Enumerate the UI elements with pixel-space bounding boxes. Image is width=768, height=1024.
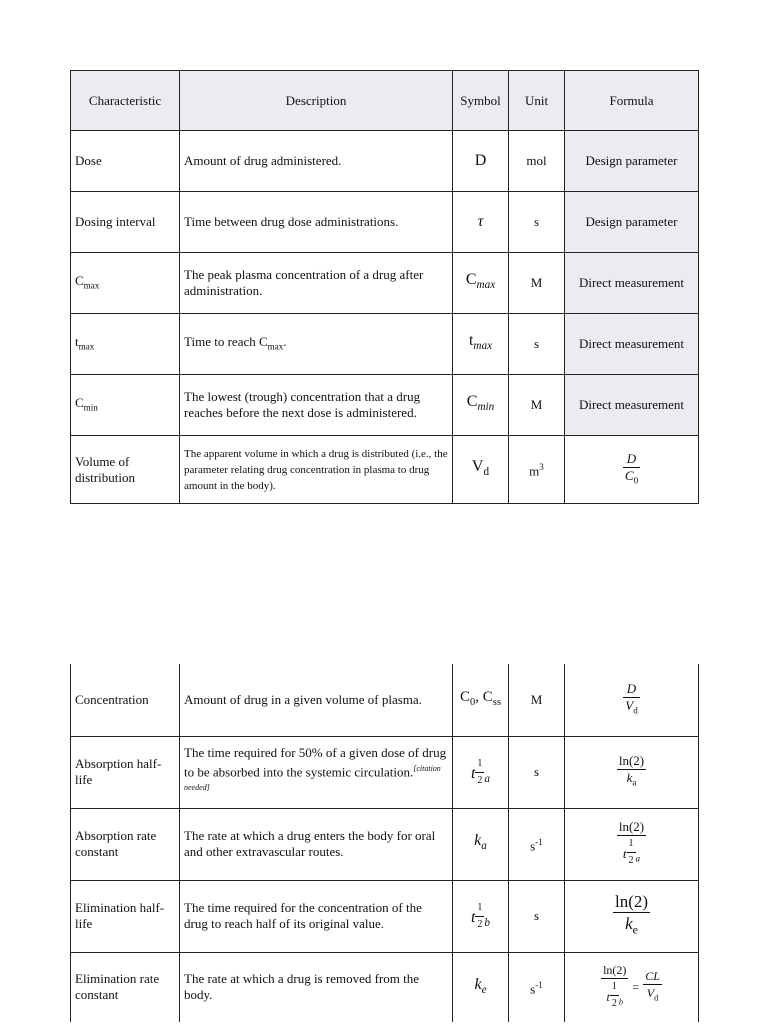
formula-cell: [565, 664, 699, 736]
header-characteristic: Characteristic: [71, 71, 180, 131]
unit-cell: s: [509, 736, 565, 808]
symbol-cell: [453, 880, 509, 952]
unit-cell: M: [509, 253, 565, 314]
table-row: [71, 664, 699, 736]
table-row: [71, 253, 699, 314]
formula-den-sub: a: [632, 777, 637, 788]
symbol-main: C: [465, 271, 477, 289]
symbol-cell: [453, 375, 509, 436]
description-cell: Amount of drug in a given volume of plasma.: [180, 664, 453, 736]
citation-needed: [citation needed]: [184, 763, 441, 792]
characteristic-cell: Dose: [71, 131, 180, 192]
symbol-main: C: [466, 393, 478, 411]
header-formula: Formula: [565, 71, 699, 131]
table-row: [71, 808, 699, 880]
formula-half: $\frac{1}{2}$: [628, 838, 634, 866]
symbol-half: $\frac{1}{2}$: [477, 901, 483, 930]
header-row: [71, 71, 699, 131]
formula-num: ln(2): [614, 892, 649, 912]
formula-right-den-sub: d: [654, 993, 659, 1003]
unit-cell: mol: [509, 131, 565, 192]
header-description: Description: [180, 71, 453, 131]
description-cell: The rate at which a drug enters the body for oral and other extravascular routes.: [180, 808, 453, 880]
unit-main: m: [529, 463, 540, 479]
char-main: C: [75, 272, 84, 288]
formula-right-den-main: V: [646, 986, 655, 1001]
symbol-main: V: [471, 457, 484, 475]
symbol-tau: τ: [477, 213, 484, 230]
desc-end: .: [283, 333, 287, 349]
table-row: [71, 131, 699, 192]
characteristic-cell: Elimination half-life: [71, 880, 180, 952]
unit-cell: [509, 952, 565, 1022]
symbol-sub: b: [484, 916, 491, 929]
table-row: [71, 436, 699, 504]
formula-den-sub: e: [632, 922, 638, 937]
formula-left-den-main: t: [606, 990, 610, 1005]
formula-den-sub: 0: [633, 475, 639, 486]
symbol-cell: [453, 253, 509, 314]
equals-sign: =: [632, 980, 640, 995]
description-cell: Time between drug dose administrations.: [180, 192, 453, 253]
symbol-cell: [453, 314, 509, 375]
formula-cell: Direct measurement: [565, 314, 699, 375]
description-cell: The time required for the concentration of the drug to reach half of its original value.: [180, 880, 453, 952]
formula-num: ln(2): [618, 753, 645, 769]
formula-den-main: k: [626, 770, 633, 786]
formula-right-num: CL: [645, 969, 660, 984]
formula-left-den-sub: b: [618, 997, 624, 1007]
unit-cell: M: [509, 664, 565, 736]
formula-den-main: V: [625, 697, 634, 713]
symbol-half: $\frac{1}{2}$: [477, 757, 483, 786]
formula-cell: Direct measurement: [565, 375, 699, 436]
formula-fraction: [623, 681, 640, 719]
characteristic-cell: Concentration: [71, 664, 180, 736]
formula-fraction: [617, 819, 646, 869]
characteristic-cell: Volume of distribution: [71, 436, 180, 504]
symbol-sub: max: [476, 279, 496, 292]
formula-num: ln(2): [618, 819, 645, 834]
description-cell: Amount of drug administered.: [180, 131, 453, 192]
formula-den-sub: d: [633, 705, 638, 716]
characteristic-cell: [71, 253, 180, 314]
formula-left-fraction: [601, 962, 628, 1012]
formula-cell: Direct measurement: [565, 253, 699, 314]
symbol-main: t: [470, 764, 476, 782]
symbol-sub: e: [481, 983, 487, 996]
characteristic-cell: Elimination rate constant: [71, 952, 180, 1022]
symbol-cell: [453, 436, 509, 504]
symbol-sub: d: [483, 466, 490, 479]
formula-right-fraction: [643, 968, 662, 1006]
symbol-cell: [453, 808, 509, 880]
unit-main: s: [530, 981, 536, 997]
formula-den-main: t: [622, 846, 627, 861]
unit-cell: M: [509, 375, 565, 436]
symbol-sub: a: [484, 772, 491, 785]
unit-cell: s: [509, 192, 565, 253]
symbol-sub: max: [473, 340, 493, 353]
symbol-cell: [453, 952, 509, 1022]
char-sub: max: [83, 280, 100, 291]
pharmacokinetics-table-top: [70, 70, 699, 504]
description-cell: The rate at which a drug is removed from the body.: [180, 952, 453, 1022]
formula-cell: Design parameter: [565, 192, 699, 253]
formula-den-main: k: [625, 914, 633, 934]
description-text: The time required for 50% of a given dose of drug to be absorbed into the systemic circulation.: [184, 744, 447, 779]
char-main: C: [75, 394, 84, 410]
header-symbol: Symbol: [453, 71, 509, 131]
char-main: t: [75, 333, 79, 349]
description-cell: The lowest (trough) concentration that a drug reaches before the next dose is administered.: [180, 375, 453, 436]
formula-den-sub: a: [635, 853, 641, 864]
description-cell: The peak plasma concentration of a drug after administration.: [180, 253, 453, 314]
unit-sup: 3: [539, 462, 544, 473]
formula-num: D: [626, 450, 637, 466]
symbol-cell: [453, 664, 509, 736]
symbol-main: t: [470, 908, 476, 926]
formula-cell: Design parameter: [565, 131, 699, 192]
table-row: [71, 880, 699, 952]
characteristic-cell: [71, 314, 180, 375]
description-cell: The apparent volume in which a drug is distributed (i.e., the parameter relating drug concentration in plasma to drug amount in the body).: [180, 436, 453, 504]
char-sub: max: [78, 341, 95, 352]
formula-fraction: [623, 451, 640, 489]
desc-sub: max: [267, 341, 284, 352]
table-row: [71, 736, 699, 808]
characteristic-cell: Dosing interval: [71, 192, 180, 253]
symbol-main: k: [474, 832, 482, 850]
char-sub: min: [83, 402, 98, 413]
unit-sup: -1: [535, 836, 543, 847]
symbol-cell: [453, 192, 509, 253]
desc-main: Time to reach C: [184, 333, 268, 349]
formula-cell: [565, 952, 699, 1022]
formula-left-num: ln(2): [603, 963, 627, 978]
unit-cell: [509, 808, 565, 880]
formula-half: $\frac{1}{2}$: [611, 981, 617, 1010]
unit-cell: s: [509, 880, 565, 952]
unit-cell: [509, 436, 565, 504]
unit-main: s: [530, 838, 536, 854]
characteristic-cell: [71, 375, 180, 436]
symbol-a: C: [460, 688, 471, 705]
symbol-cell: [453, 736, 509, 808]
characteristic-cell: Absorption half-life: [71, 736, 180, 808]
symbol-sub: min: [477, 401, 495, 414]
symbol-sub: a: [481, 840, 487, 853]
symbol-main: t: [468, 332, 474, 350]
table-row: [71, 952, 699, 1022]
symbol-b-sub: ss: [492, 696, 501, 708]
formula-num: D: [626, 680, 637, 696]
formula-cell: [565, 436, 699, 504]
symbol-a-sub: 0: [470, 696, 476, 708]
symbol-cell: D: [453, 131, 509, 192]
header-unit: Unit: [509, 71, 565, 131]
unit-cell: s: [509, 314, 565, 375]
table-row: [71, 314, 699, 375]
description-cell: [180, 736, 453, 808]
symbol-main: k: [474, 975, 482, 993]
description-cell: [180, 314, 453, 375]
table-row: [71, 375, 699, 436]
table-row: [71, 192, 699, 253]
characteristic-cell: Absorption rate constant: [71, 808, 180, 880]
unit-sup: -1: [535, 980, 543, 991]
formula-cell: [565, 808, 699, 880]
formula-fraction: [617, 753, 646, 791]
formula-fraction: [613, 891, 650, 940]
formula-den-main: C: [624, 467, 634, 483]
symbol-b: , C: [475, 688, 493, 705]
pharmacokinetics-table-bottom: [70, 664, 699, 1022]
formula-cell: [565, 880, 699, 952]
formula-cell: [565, 736, 699, 808]
